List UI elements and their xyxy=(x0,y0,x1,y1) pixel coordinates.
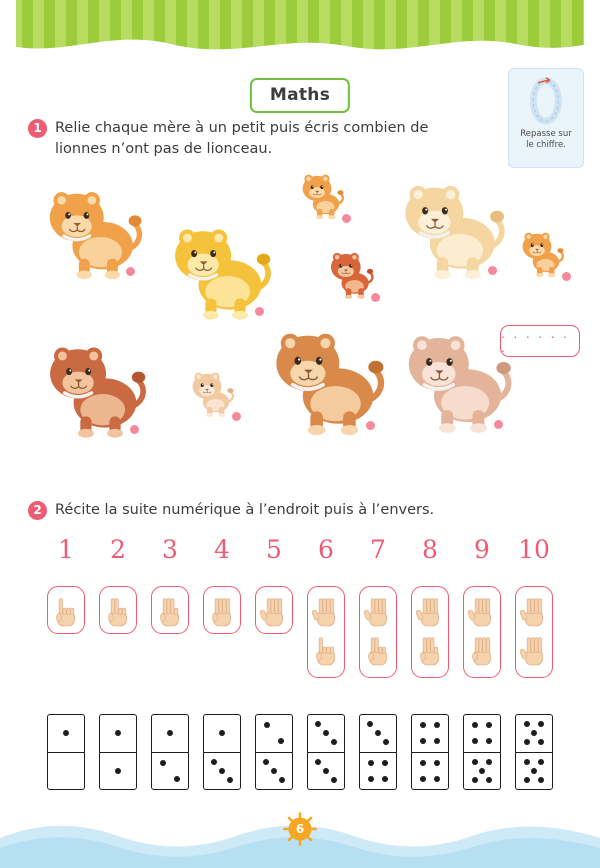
domino-pip xyxy=(331,777,337,783)
hand-cell-6 xyxy=(300,586,352,678)
number-label-10: 10 xyxy=(518,535,550,564)
hand-box-2[interactable] xyxy=(99,586,137,634)
domino-pip xyxy=(479,768,485,774)
domino-pip xyxy=(174,776,180,782)
hand-cell-1 xyxy=(40,586,92,678)
cub-4[interactable] xyxy=(182,366,244,427)
cub-3[interactable] xyxy=(320,246,384,309)
hand-5-fingers-icon xyxy=(364,591,392,629)
domino-3[interactable] xyxy=(151,714,189,790)
hand-box-8[interactable] xyxy=(411,586,449,678)
number-label-8: 8 xyxy=(422,535,438,564)
domino-pip xyxy=(420,776,426,782)
domino-6[interactable] xyxy=(307,714,345,790)
lion-illustration-scene xyxy=(20,168,580,478)
domino-6-top xyxy=(308,715,344,753)
domino-pip xyxy=(315,759,321,765)
domino-pip xyxy=(524,739,530,745)
domino-pip xyxy=(227,777,233,783)
exercise-2-number: 2 xyxy=(28,501,47,520)
page-number-badge xyxy=(283,812,317,846)
hand-5-fingers-icon xyxy=(312,591,340,629)
number-line-row xyxy=(40,535,560,564)
domino-pip xyxy=(524,721,530,727)
number-label-6: 6 xyxy=(318,535,334,564)
page-margin-right xyxy=(584,0,600,868)
domino-pip xyxy=(531,768,537,774)
connect-dot[interactable] xyxy=(130,425,139,434)
domino-cell-1 xyxy=(40,714,92,790)
lioness-3[interactable] xyxy=(395,176,511,290)
connect-dot[interactable] xyxy=(366,421,375,430)
domino-pip xyxy=(486,738,492,744)
hand-5-fingers-icon xyxy=(260,591,288,629)
hand-5-fingers-icon xyxy=(416,591,444,629)
domino-pip xyxy=(263,759,269,765)
lioness-5[interactable] xyxy=(265,323,391,447)
exercise-2 xyxy=(28,500,434,521)
cub-2[interactable] xyxy=(512,226,574,287)
domino-pip xyxy=(323,768,329,774)
domino-5-top xyxy=(256,715,292,753)
domino-pip xyxy=(420,722,426,728)
lioness-4[interactable] xyxy=(40,338,152,448)
domino-pip xyxy=(315,721,321,727)
domino-1[interactable] xyxy=(47,714,85,790)
header-wave-divider xyxy=(0,32,600,66)
domino-7-top xyxy=(360,715,396,753)
hand-cell-2 xyxy=(92,586,144,678)
domino-pip xyxy=(271,768,277,774)
domino-pip xyxy=(531,730,537,736)
number-label-5: 5 xyxy=(266,535,282,564)
domino-cell-8 xyxy=(404,714,456,790)
hand-3-fingers-icon xyxy=(416,630,444,668)
hand-cell-7 xyxy=(352,586,404,678)
domino-5-bottom xyxy=(256,753,292,790)
domino-pip xyxy=(472,738,478,744)
hand-box-7[interactable] xyxy=(359,586,397,678)
hand-5-fingers-icon xyxy=(468,591,496,629)
domino-pip xyxy=(472,759,478,765)
domino-pip xyxy=(434,722,440,728)
hand-cell-4 xyxy=(196,586,248,678)
domino-1-bottom xyxy=(48,753,84,790)
domino-4[interactable] xyxy=(203,714,241,790)
lioness-1[interactable] xyxy=(40,183,148,290)
domino-cell-7 xyxy=(352,714,404,790)
domino-3-bottom xyxy=(152,753,188,790)
domino-pip xyxy=(278,738,284,744)
domino-cell-10 xyxy=(508,714,560,790)
hand-box-3[interactable] xyxy=(151,586,189,634)
domino-pip xyxy=(382,776,388,782)
domino-pip xyxy=(434,738,440,744)
domino-2-top xyxy=(100,715,136,753)
domino-7[interactable] xyxy=(359,714,397,790)
domino-pip xyxy=(368,776,374,782)
domino-5[interactable] xyxy=(255,714,293,790)
domino-pip xyxy=(63,730,69,736)
domino-pip xyxy=(367,721,373,727)
hand-1-fingers-icon xyxy=(312,630,340,668)
exercise-1-instruction: Relie chaque mère à un petit puis écris combien de lionnes n’ont pas de lionceau. xyxy=(55,120,429,157)
number-label-4: 4 xyxy=(214,535,230,564)
domino-cell-5 xyxy=(248,714,300,790)
hand-box-6[interactable] xyxy=(307,586,345,678)
domino-pip xyxy=(434,776,440,782)
domino-pip xyxy=(115,768,121,774)
domino-2[interactable] xyxy=(99,714,137,790)
connect-dot[interactable] xyxy=(232,412,241,421)
hand-cell-5 xyxy=(248,586,300,678)
number-label-2: 2 xyxy=(110,535,126,564)
domino-1-top xyxy=(48,715,84,753)
connect-dot[interactable] xyxy=(494,420,503,429)
subject-title: Maths xyxy=(250,78,350,113)
domino-pip xyxy=(524,759,530,765)
domino-3-top xyxy=(152,715,188,753)
hand-2-fingers-icon xyxy=(104,591,132,629)
domino-10[interactable] xyxy=(515,714,553,790)
domino-pip xyxy=(167,730,173,736)
hand-box-1[interactable] xyxy=(47,586,85,634)
domino-pip xyxy=(486,759,492,765)
domino-pip xyxy=(368,760,374,766)
domino-pip xyxy=(538,739,544,745)
number-zero-trace-icon xyxy=(517,75,575,125)
cub-1[interactable] xyxy=(292,168,354,229)
hand-box-5[interactable] xyxy=(255,586,293,634)
hand-5-fingers-icon xyxy=(520,630,548,668)
exercise-1-number: 1 xyxy=(28,119,47,138)
domino-pip xyxy=(383,739,389,745)
domino-cell-2 xyxy=(92,714,144,790)
hand-cell-10 xyxy=(508,586,560,678)
domino-row xyxy=(40,714,560,790)
domino-pip xyxy=(279,777,285,783)
page-margin-left xyxy=(0,0,16,868)
hand-box-9[interactable] xyxy=(463,586,501,678)
domino-pip xyxy=(219,730,225,736)
domino-pip xyxy=(434,760,440,766)
domino-6-bottom xyxy=(308,753,344,790)
domino-8-bottom xyxy=(412,753,448,790)
domino-4-bottom xyxy=(204,753,240,790)
lioness-2[interactable] xyxy=(165,220,277,330)
domino-pip xyxy=(486,722,492,728)
hand-5-fingers-icon xyxy=(520,591,548,629)
domino-pip xyxy=(538,777,544,783)
domino-9-bottom xyxy=(464,753,500,790)
hand-4-fingers-icon xyxy=(468,630,496,668)
hand-1-fingers-icon xyxy=(52,591,80,629)
domino-pip xyxy=(219,768,225,774)
domino-pip xyxy=(538,759,544,765)
connect-dot[interactable] xyxy=(562,272,571,281)
domino-10-bottom xyxy=(516,753,552,790)
hand-3-fingers-icon xyxy=(156,591,184,629)
domino-pip xyxy=(420,738,426,744)
domino-10-top xyxy=(516,715,552,753)
hand-4-fingers-icon xyxy=(208,591,236,629)
connect-dot[interactable] xyxy=(342,214,351,223)
number-label-1: 1 xyxy=(58,535,74,564)
domino-7-bottom xyxy=(360,753,396,790)
domino-2-bottom xyxy=(100,753,136,790)
domino-pip xyxy=(472,777,478,783)
domino-9-top xyxy=(464,715,500,753)
exercise-1 xyxy=(28,118,475,159)
number-label-3: 3 xyxy=(162,535,178,564)
hand-cell-3 xyxy=(144,586,196,678)
domino-pip xyxy=(331,739,337,745)
domino-pip xyxy=(538,721,544,727)
hand-2-fingers-icon xyxy=(364,630,392,668)
domino-pip xyxy=(420,760,426,766)
domino-pip xyxy=(486,777,492,783)
hand-box-10[interactable] xyxy=(515,586,553,678)
domino-cell-9 xyxy=(456,714,508,790)
domino-pip xyxy=(264,722,270,728)
number-label-7: 7 xyxy=(370,535,386,564)
trace-instruction-line1: Repasse sur xyxy=(520,129,572,139)
finger-counting-row xyxy=(40,586,560,678)
hand-cell-9 xyxy=(456,586,508,678)
domino-pip xyxy=(375,730,381,736)
hand-box-4[interactable] xyxy=(203,586,241,634)
domino-pip xyxy=(211,759,217,765)
domino-pip xyxy=(382,760,388,766)
domino-8-top xyxy=(412,715,448,753)
domino-pip xyxy=(524,777,530,783)
domino-cell-6 xyxy=(300,714,352,790)
exercise-2-instruction: Récite la suite numérique à l’endroit puis à l’envers. xyxy=(55,502,435,518)
domino-pip xyxy=(472,722,478,728)
connect-dot[interactable] xyxy=(255,307,264,316)
domino-8[interactable] xyxy=(411,714,449,790)
hand-cell-8 xyxy=(404,586,456,678)
domino-pip xyxy=(160,760,166,766)
number-label-9: 9 xyxy=(474,535,490,564)
answer-input-box[interactable]: . . . . . . . xyxy=(500,325,580,357)
domino-cell-3 xyxy=(144,714,196,790)
domino-cell-4 xyxy=(196,714,248,790)
domino-pip xyxy=(323,730,329,736)
trace-instruction-line2: le chiffre. xyxy=(526,140,566,151)
domino-pip xyxy=(115,730,121,736)
domino-9[interactable] xyxy=(463,714,501,790)
domino-4-top xyxy=(204,715,240,753)
trace-number-card xyxy=(508,68,584,168)
page-number-text: 6 xyxy=(295,822,305,836)
